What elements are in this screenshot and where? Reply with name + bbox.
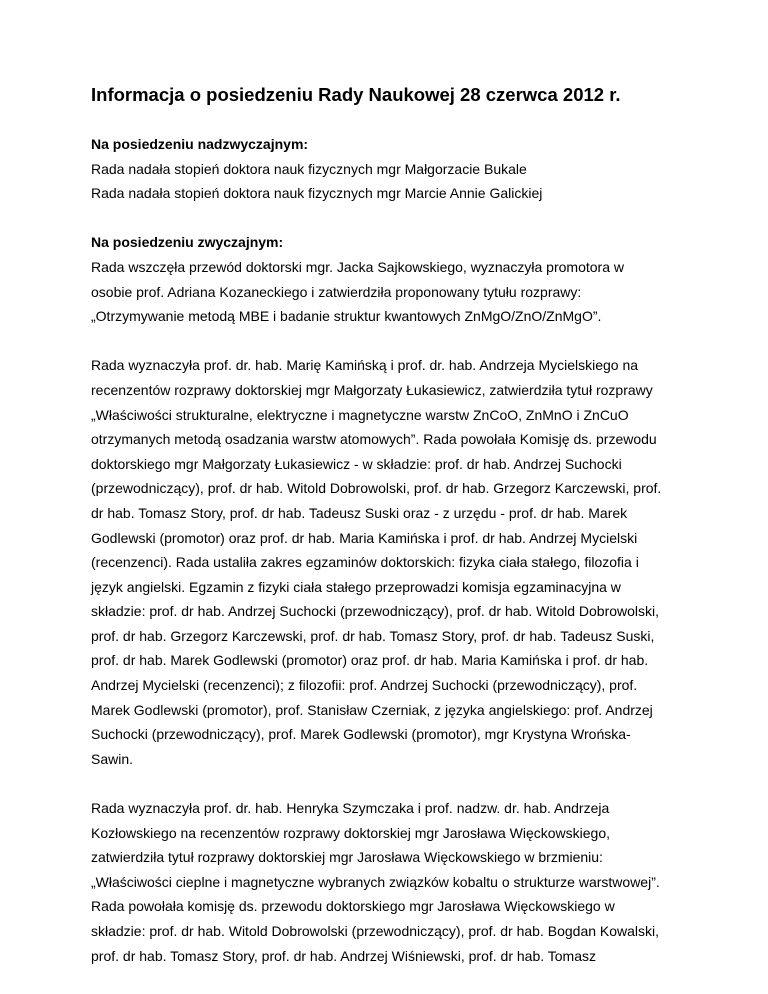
paragraph-line: składzie: prof. dr hab. Andrzej Suchocki (przewodniczący), prof. dr hab. Witold Dobrowolski, <box>91 603 660 620</box>
paragraph-line: składzie: prof. dr hab. Witold Dobrowolski (przewodniczący), prof. dr hab. Bogdan Kowalski, <box>91 923 660 939</box>
paragraph-line: Rada wyznaczyła prof. dr. hab. Henryka Szymczaka i prof. nadzw. dr. hab. Andrzeja <box>91 800 610 817</box>
decision-line: Rada nadała stopień doktora nauk fizycznych mgr Małgorzacie Bukale <box>91 160 527 177</box>
spacer <box>91 329 691 354</box>
paragraph-line: dr hab. Tomasz Story, prof. dr hab. Tadeusz Suski oraz - z urzędu - prof. dr hab. Marek <box>91 504 628 521</box>
paragraph-line: osobie prof. Adriana Kozaneckiego i zatwierdziła proponowany tytułu rozprawy: <box>91 283 582 300</box>
paragraph-line: prof. dr hab. Grzegorz Karczewski, prof. dr hab. Tomasz Story, prof. dr hab. Tadeusz Suski, <box>91 627 655 644</box>
paragraph-sajkowski <box>91 255 691 329</box>
paragraph-line: Andrzej Mycielski (recenzenci); z filozofii: prof. Andrzej Suchocki (przewodniczący), prof. <box>91 677 638 694</box>
paragraph-line: prof. dr hab. Marek Godlewski (promotor) oraz prof. dr hab. Maria Kamińska i prof. dr hab. <box>91 652 649 669</box>
paragraph-line: Suchocki (przewodniczący), prof. Marek Godlewski (promotor), mgr Krystyna Wrońska- <box>91 726 631 743</box>
paragraph-line: „Właściwości cieplne i magnetyczne wybranych związków kobaltu o strukturze warstwowej”. <box>91 873 660 890</box>
paragraph-line: doktorskiego mgr Małgorzaty Łukasiewicz - w składzie: prof. dr hab. Andrzej Suchocki <box>91 455 622 472</box>
paragraph-line: Rada wyznaczyła prof. dr. hab. Marię Kamińską i prof. dr. hab. Andrzeja Mycielskiego na <box>91 357 639 374</box>
paragraph-line: Kozłowskiego na recenzentów rozprawy doktorskiej mgr Jarosława Więckowskiego, <box>91 824 610 841</box>
paragraph-line: (przewodniczący), prof. dr hab. Witold Dobrowolski, prof. dr hab. Grzegorz Karczewski, prof. <box>91 480 662 497</box>
paragraph-wieckowski <box>91 796 691 968</box>
document-body <box>91 132 691 968</box>
page-title: Informacja o posiedzeniu Rady Naukowej 28 czerwca 2012 r. <box>91 84 621 105</box>
paragraph-line: Godlewski (promotor) oraz prof. dr hab. Maria Kamińska i prof. dr hab. Andrzej Mycielski <box>91 529 638 546</box>
decision-line: Rada nadała stopień doktora nauk fizycznych mgr Marcie Annie Galickiej <box>91 185 543 202</box>
paragraph-line: otrzymanych metodą osadzania warstw atomowych”. Rada powołała Komisję ds. przewodu <box>91 431 657 448</box>
spacer <box>91 771 691 796</box>
paragraph-line: Sawin. <box>91 750 134 767</box>
section-heading-extraordinary: Na posiedzeniu nadzwyczajnym: <box>91 136 309 152</box>
paragraph-line: „Otrzymywanie metodą MBE i badanie struktur kwantowych ZnMgO/ZnO/ZnMgO”. <box>91 308 602 325</box>
section-heading-ordinary: Na posiedzeniu zwyczajnym: <box>91 234 284 251</box>
spacer <box>91 206 691 231</box>
paragraph-line: „Właściwości strukturalne, elektryczne i magnetyczne warstw ZnCoO, ZnMnO i ZnCuO <box>91 406 629 423</box>
paragraph-lukasiewicz <box>91 353 691 771</box>
paragraph-line: (recenzenci). Rada ustaliła zakres egzaminów doktorskich: fizyka ciała stałego, filozofia i <box>91 554 639 571</box>
paragraph-line: Marek Godlewski (promotor), prof. Stanisław Czerniak, z języka angielskiego: prof. Andrzej <box>91 701 653 718</box>
paragraph-line: recenzentów rozprawy doktorskiej mgr Małgorzaty Łukasiewicz, zatwierdziła tytuł rozprawy <box>91 381 653 398</box>
paragraph-line: Rada powołała komisję ds. przewodu doktorskiego mgr Jarosława Więckowskiego w <box>91 898 615 915</box>
paragraph-line: Rada wszczęła przewód doktorski mgr. Jacka Sajkowskiego, wyznaczyła promotora w <box>91 258 624 275</box>
paragraph-line: zatwierdziła tytuł rozprawy doktorskiej mgr Jarosława Więckowskiego w brzmieniu: <box>91 849 603 866</box>
paragraph-line: język angielski. Egzamin z fizyki ciała stałego przeprowadzi komisja egzaminacyjna w <box>91 578 621 595</box>
paragraph-line: prof. dr hab. Tomasz Story, prof. dr hab. Andrzej Wiśniewski, prof. dr hab. Tomasz <box>91 947 596 964</box>
